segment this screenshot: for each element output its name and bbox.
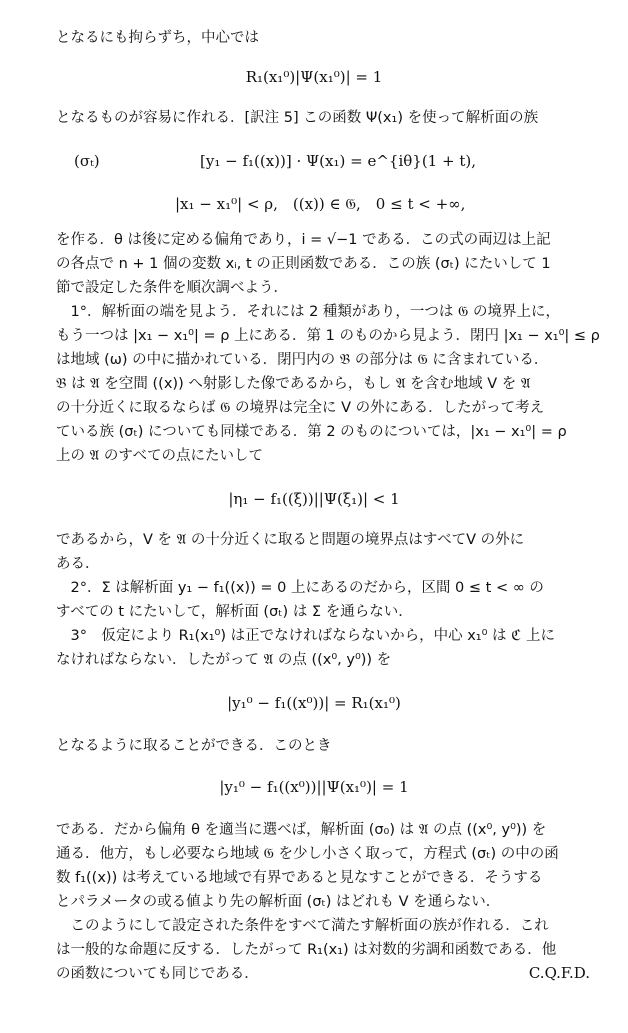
equation-eta-bound: |η₁ − f₁((ξ))||Ψ(ξ₁)| < 1	[228, 490, 400, 508]
text-line: なければならない．したがって 𝔄 の点 ((x⁰, y⁰)) を	[56, 652, 392, 668]
equation-r1-psi: R₁(x₁⁰)|Ψ(x₁⁰)| = 1	[245, 68, 383, 86]
text-line: となるものが容易に作れる．[訳注 5] この函数 Ψ(x₁) を使って解析面の族	[56, 110, 539, 126]
text-line: は一般的な命題に反する．したがって R₁(x₁) は対数的劣調和函数である．他	[56, 942, 557, 958]
equation-conditions: |x₁ − x₁⁰| < ρ, ((x)) ∈ 𝔊, 0 ≤ t < +∞,	[175, 195, 466, 213]
text-line: の函数についても同じである．	[56, 966, 259, 982]
text-line: 𝔅 は 𝔄 を空間 ((x)) へ射影した像であるから，もし 𝔄 を含む地域 V を 𝔄	[56, 376, 531, 392]
text-line: 数 f₁((x)) は考えている地域で有界であると見なすことができる．そうする	[56, 870, 543, 886]
equation-analytic-family: [y₁ − f₁((x))] · Ψ(x₁) = e^{iθ}(1 + t),	[200, 152, 476, 170]
text-line: 通る．他方，もし必要なら地域 𝔊 を少し小さく取って，方程式 (σₜ) の中の函	[56, 846, 559, 862]
equation-y-distance: |y₁⁰ − f₁((x⁰))| = R₁(x₁⁰)	[227, 694, 401, 712]
text-line: もう一つは |x₁ − x₁⁰| = ρ 上にある．第 1 のものから見よう．閉円 |x₁ − x₁⁰| ≤ ρ	[56, 328, 600, 344]
text-line: の十分近くに取るならば 𝔊 の境界は完全に V の外にある．したがって考え	[56, 400, 545, 416]
text-line: 節で設定した条件を順次調べよう．	[56, 280, 288, 296]
text-line: である．だから偏角 θ を適当に選べば，解析面 (σ₀) は 𝔄 の点 ((x⁰, y⁰)) を	[56, 822, 547, 838]
text-line: を作る．θ は後に定める偏角であり，i = √−1 である．この式の両辺は上記	[56, 232, 551, 248]
equation-product-one: |y₁⁰ − f₁((x⁰))||Ψ(x₁⁰)| = 1	[219, 778, 409, 796]
text-line: ている族 (σₜ) についても同様である．第 2 のものについては，|x₁ − x₁⁰| = ρ	[56, 424, 567, 440]
text-line: 2°．Σ は解析面 y₁ − f₁((x)) = 0 上にあるのだから，区間 0 ≤ t < ∞ の	[56, 580, 544, 596]
equation-label-sigma: (σₜ)	[74, 152, 100, 170]
text-line: ある．	[56, 556, 100, 572]
text-line: の各点で n + 1 個の変数 xᵢ, t の正則函数である．この族 (σₜ) にたいして 1	[56, 256, 551, 272]
text-line: 1°．解析面の端を見よう．それには 2 種類があり，一つは 𝔊 の境界上に，	[56, 304, 560, 320]
text-line: 上の 𝔄 のすべての点にたいして	[56, 448, 264, 464]
text-line: となるにも拘らずち，中心では	[56, 30, 259, 46]
text-line: すべての t にたいして，解析面 (σₜ) は Σ を通らない．	[56, 604, 413, 620]
signoff-cqfd: C.Q.F.D.	[528, 964, 590, 982]
text-line: は地域 (ω) の中に描かれている．閉円内の 𝔅 の部分は 𝔊 に含まれている．	[56, 352, 549, 368]
text-line: となるように取ることができる．このとき	[56, 738, 332, 754]
text-line: 3° 仮定により R₁(x₁⁰) は正でなければならないから，中心 x₁⁰ は ℭ 上に	[56, 628, 555, 644]
text-line: とパラメータの或る値より先の解析面 (σₜ) はどれも V を通らない．	[56, 894, 501, 910]
text-line: であるから，V を 𝔄 の十分近くに取ると問題の境界点はすべてV の外に	[56, 532, 525, 548]
text-line: このようにして設定された条件をすべて満たす解析面の族が作れる．これ	[56, 918, 549, 934]
